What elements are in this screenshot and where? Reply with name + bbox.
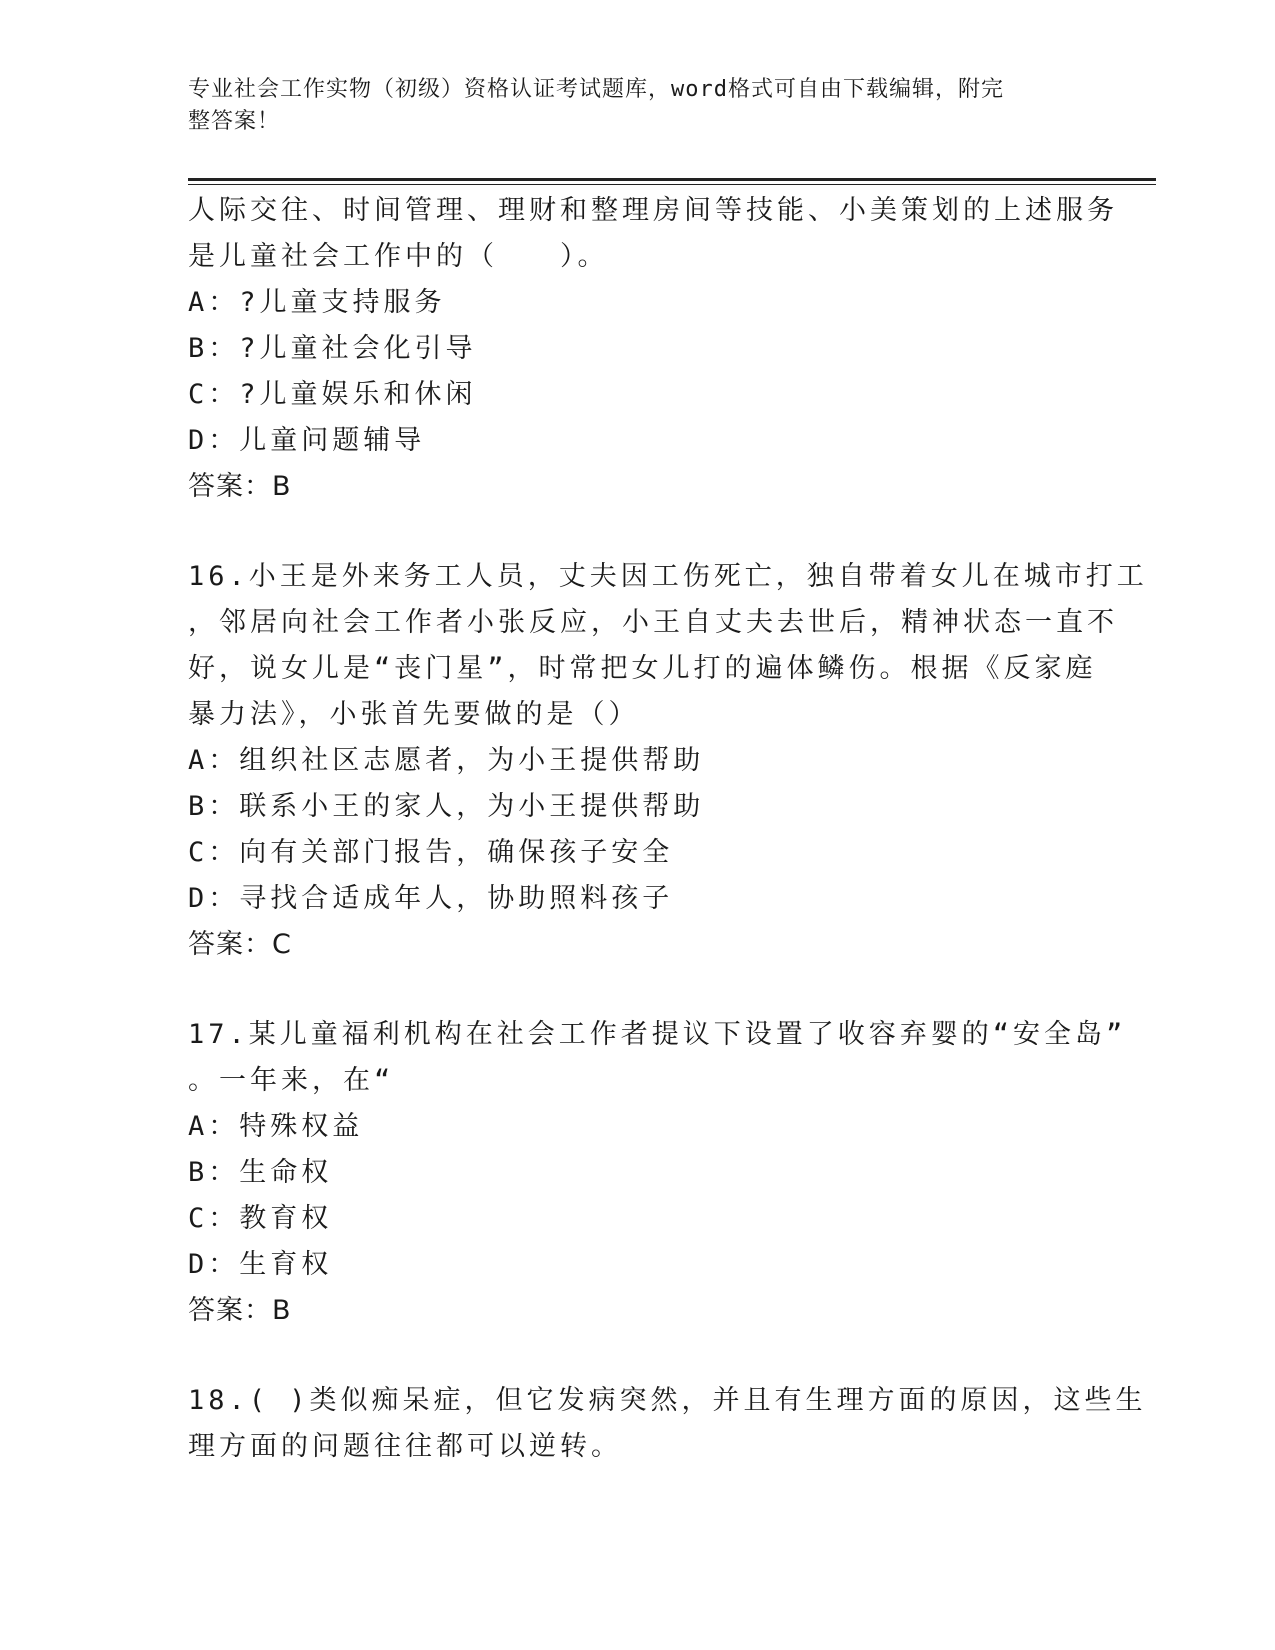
question-stem-line: 。一年来，在“ xyxy=(188,1065,395,1096)
question-stem-line: 是儿童社会工作中的（ ）。 xyxy=(188,241,609,272)
header-line-2: 整答案！ xyxy=(188,109,281,134)
answer-line: 答案：C xyxy=(188,929,292,960)
option-a: A：特殊权益 xyxy=(188,1111,364,1142)
header-divider-thick xyxy=(188,178,1156,181)
option-c: C：?儿童娱乐和休闲 xyxy=(188,379,477,410)
question-17 xyxy=(188,1012,1127,1334)
question-18 xyxy=(188,1378,1147,1470)
document-header xyxy=(188,74,1068,138)
question-16 xyxy=(188,554,1148,968)
option-d: D：生育权 xyxy=(188,1249,333,1280)
question-stem-line: 好，说女儿是“丧门星”，时常把女儿打的遍体鳞伤。根据《反家庭 xyxy=(188,653,1097,684)
header-divider-thin xyxy=(188,184,1156,185)
answer-line: 答案：B xyxy=(188,471,292,502)
question-stem-line: 暴力法》，小张首先要做的是（） xyxy=(188,699,640,730)
question-stem-line: 18.( )类似痴呆症，但它发病突然，并且有生理方面的原因，这些生 xyxy=(188,1385,1147,1416)
question-stem-line: 16.小王是外来务工人员，丈夫因工伤死亡，独自带着女儿在城市打工 xyxy=(188,561,1148,592)
question-stem-line: 人际交往、时间管理、理财和整理房间等技能、小美策划的上述服务 xyxy=(188,195,1118,226)
option-d: D：儿童问题辅导 xyxy=(188,425,426,456)
option-c: C：向有关部门报告，确保孩子安全 xyxy=(188,837,674,868)
answer-line: 答案：B xyxy=(188,1295,292,1326)
option-b: B：联系小王的家人，为小王提供帮助 xyxy=(188,791,705,822)
option-a: A：组织社区志愿者，为小王提供帮助 xyxy=(188,745,705,776)
option-b: B：生命权 xyxy=(188,1157,333,1188)
option-d: D：寻找合适成年人，协助照料孩子 xyxy=(188,883,674,914)
header-line-1: 专业社会工作实物（初级）资格认证考试题库，word格式可自由下载编辑，附完 xyxy=(188,77,1004,102)
option-b: B：?儿童社会化引导 xyxy=(188,333,477,364)
question-stem-line: ，邻居向社会工作者小张反应，小王自丈夫去世后，精神状态一直不 xyxy=(188,607,1118,638)
option-c: C：教育权 xyxy=(188,1203,333,1234)
question-15 xyxy=(188,188,1118,510)
question-list xyxy=(188,188,1148,1470)
question-stem-line: 17.某儿童福利机构在社会工作者提议下设置了收容弃婴的“安全岛” xyxy=(188,1019,1127,1050)
question-stem-line: 理方面的问题往往都可以逆转。 xyxy=(188,1431,622,1462)
option-a: A：?儿童支持服务 xyxy=(188,287,446,318)
